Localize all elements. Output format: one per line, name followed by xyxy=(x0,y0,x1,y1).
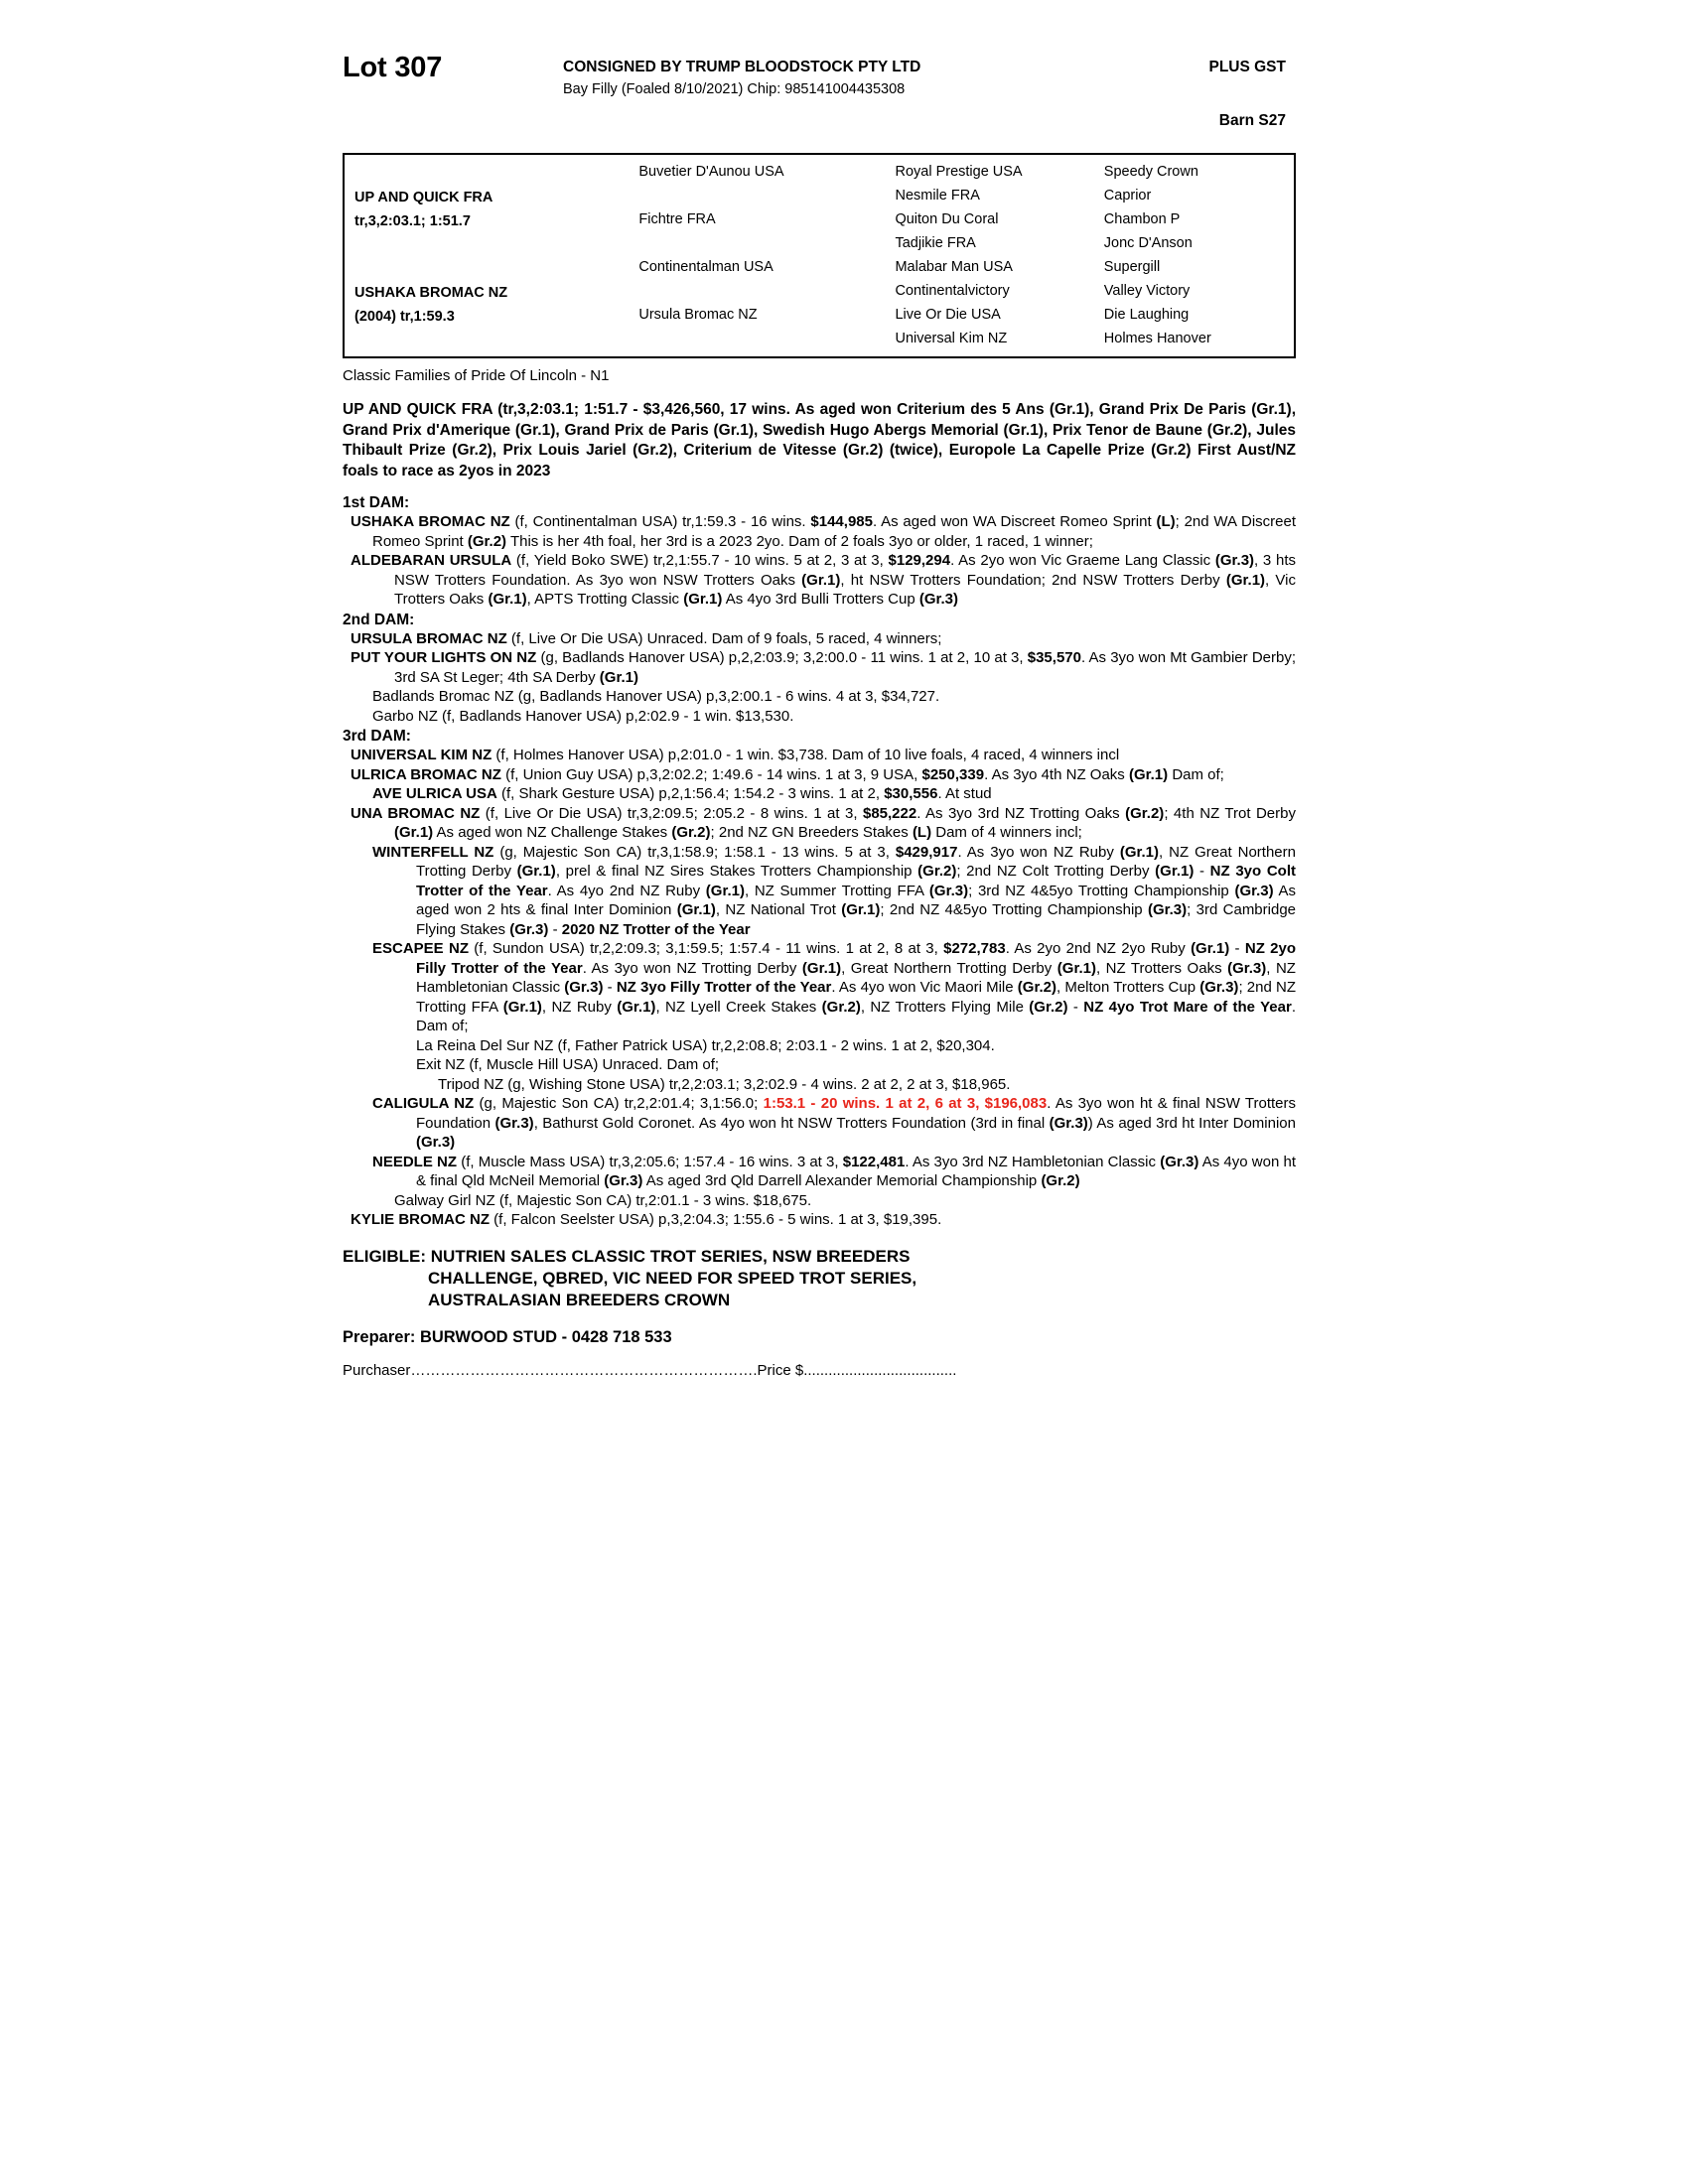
sire-name: UP AND QUICK FRA xyxy=(354,190,493,205)
pedigree-cell: Universal Kim NZ xyxy=(895,331,1008,346)
pedigree-table xyxy=(343,153,1296,358)
pedigree-cell: Quiton Du Coral xyxy=(895,211,999,227)
pedigree-cell: Ursula Bromac NZ xyxy=(638,307,758,323)
pedigree-cell: Chambon P xyxy=(1103,211,1181,227)
pedigree-cell: Holmes Hanover xyxy=(1103,331,1211,346)
pedigree-entry-winterfell: WINTERFELL NZ (g, Majestic Son CA) tr,3,1:58.9; 1:58.1 - 13 wins. 5 at 3, $429,917. As 3yo won NZ Ruby (Gr.1), NZ Great Northern Trotting Derby (Gr.1), prel & final NZ Sires Stakes Trotters Championship (Gr.2); 2nd NZ Colt Trotting Derby (Gr.1) - NZ 3yo Colt Trotter of the Year. As 4yo 2nd NZ Ruby (Gr.1), NZ Summer Trotting FFA (Gr.3); 3rd NZ 4&5yo Trotting Championship (Gr.3) As aged won 2 hts & final Inter Dominion (Gr.1), NZ National Trot (Gr.1); 2nd NZ 4&5yo Trotting Championship (Gr.3); 3rd Cambridge Flying Stakes (Gr.3) - 2020 NZ Trotter of the Year xyxy=(372,843,1297,938)
horse-description: Bay Filly (Foaled 8/10/2021) Chip: 985141004435308 xyxy=(563,81,906,97)
pedigree-cell: Tadjikie FRA xyxy=(895,235,976,251)
plus-gst-label: PLUS GST xyxy=(1208,59,1286,75)
purchaser-line: Purchaser…………………………………………………………….Price $..................................... xyxy=(343,1362,957,1380)
pedigree-cell: Valley Victory xyxy=(1103,283,1191,299)
page-header xyxy=(343,46,1296,153)
eligible-block xyxy=(343,1246,1296,1311)
pedigree-cell: Speedy Crown xyxy=(1103,164,1198,180)
pedigree-entry-garbo: Garbo NZ (f, Badlands Hanover USA) p,2:02.9 - 1 win. $13,530. xyxy=(372,707,794,725)
first-dam-heading: 1st DAM: xyxy=(343,494,410,512)
pedigree-entry-ave-ulrica: AVE ULRICA USA (f, Shark Gesture USA) p,2,1:56.4; 1:54.2 - 3 wins. 1 at 2, $30,556. At stud xyxy=(372,785,992,803)
pedigree-entry-universal-kim: UNIVERSAL KIM NZ (f, Holmes Hanover USA) p,2:01.0 - 1 win. $3,738. Dam of 10 live foals, 4 raced, 4 winners incl xyxy=(351,747,1120,764)
pedigree-entry-exit: Exit NZ (f, Muscle Hill USA) Unraced. Dam of; xyxy=(416,1056,720,1074)
pedigree-entry-put-your-lights-on: PUT YOUR LIGHTS ON NZ (g, Badlands Hanover USA) p,2,2:03.9; 3,2:00.0 - 11 wins. 1 at 2, 10 at 3, $35,570. As 3yo won Mt Gambier Derby; 3rd SA St Leger; 4th SA Derby (Gr.1) xyxy=(351,649,1296,686)
pedigree-col-fourth-gen xyxy=(1104,160,1294,350)
dam-name: USHAKA BROMAC NZ xyxy=(354,285,508,301)
eligible-line-1: ELIGIBLE: NUTRIEN SALES CLASSIC TROT SERIES, NSW BREEDERS xyxy=(343,1246,911,1266)
pedigree-entry-tripod: Tripod NZ (g, Wishing Stone USA) tr,2,2:03.1; 3,2:02.9 - 4 wins. 2 at 2, 2 at 3, $18,965. xyxy=(438,1075,1011,1093)
third-dam-heading: 3rd DAM: xyxy=(343,728,411,746)
pedigree-cell: Fichtre FRA xyxy=(638,211,716,227)
pedigree-entry-badlands-bromac: Badlands Bromac NZ (g, Badlands Hanover USA) p,3,2:00.1 - 6 wins. 4 at 3, $34,727. xyxy=(372,688,940,706)
pedigree-cell: Jonc D'Anson xyxy=(1103,235,1193,251)
lot-number: Lot 307 xyxy=(343,52,443,83)
second-dam-heading: 2nd DAM: xyxy=(343,611,415,628)
pedigree-entry-needle: NEEDLE NZ (f, Muscle Mass USA) tr,3,2:05.6; 1:57.4 - 16 wins. 3 at 3, $122,481. As 3yo 3rd NZ Hambletonian Classic (Gr.3) As 4yo won ht & final Qld McNeil Memorial (Gr.3) As aged 3rd Qld Darrell Alexander Memorial Championship (Gr.2) xyxy=(372,1153,1297,1190)
pedigree-entry-escapee: ESCAPEE NZ (f, Sundon USA) tr,2,2:09.3; 3,1:59.5; 1:57.4 - 11 wins. 1 at 2, 8 at 3, $272,783. As 2yo 2nd NZ 2yo Ruby (Gr.1) - NZ 2yo Filly Trotter of the Year. As 3yo won NZ Trotting Derby (Gr.1), Great Northern Trotting Derby (Gr.1), NZ Trotters Oaks (Gr.3), NZ Hambletonian Classic (Gr.3) - NZ 3yo Filly Trotter of the Year. As 4yo won Vic Maori Mile (Gr.2), Melton Trotters Cup (Gr.3); 2nd NZ Trotting FFA (Gr.1), NZ Ruby (Gr.1), NZ Lyell Creek Stakes (Gr.2), NZ Trotters Flying Mile (Gr.2) - NZ 4yo Trot Mare of the Year. Dam of; xyxy=(372,940,1297,1035)
pedigree-col-parents xyxy=(345,160,638,350)
eligible-line-3: AUSTRALASIAN BREEDERS CROWN xyxy=(428,1291,731,1310)
pedigree-entry-caligula xyxy=(343,1094,1296,1153)
caligula-text-pre: CALIGULA NZ (g, Majestic Son CA) tr,2,2:01.4; 3,1:56.0; xyxy=(372,1095,764,1113)
pedigree-cell: Malabar Man USA xyxy=(895,259,1013,275)
pedigree-cell: Live Or Die USA xyxy=(895,307,1001,323)
pedigree-col-grandparents xyxy=(638,160,895,350)
eligible-line-2: CHALLENGE, QBRED, VIC NEED FOR SPEED TROT SERIES, xyxy=(428,1269,917,1289)
pedigree-entry-ushaka: USHAKA BROMAC NZ (f, Continentalman USA) tr,1:59.3 - 16 wins. $144,985. As aged won WA Discreet Romeo Sprint (L); 2nd WA Discreet Romeo Sprint (Gr.2) This is her 4th foal, her 3rd is a 2023 2yo. Dam of 2 foals 3yo or older, 1 raced, 1 winner; xyxy=(351,513,1296,550)
consignor-name: CONSIGNED BY TRUMP BLOODSTOCK PTY LTD xyxy=(563,59,921,75)
sire-record: tr,3,2:03.1; 1:51.7 xyxy=(354,213,471,229)
pedigree-cell: Royal Prestige USA xyxy=(895,164,1023,180)
dam-record: (2004) tr,1:59.3 xyxy=(354,309,455,325)
pedigree-cell: Supergill xyxy=(1103,259,1161,275)
pedigree-entry-una-bromac: UNA BROMAC NZ (f, Live Or Die USA) tr,3,2:09.5; 2:05.2 - 8 wins. 1 at 3, $85,222. As 3yo 3rd NZ Trotting Oaks (Gr.2); 4th NZ Trot Derby (Gr.1) As aged won NZ Challenge Stakes (Gr.2); 2nd NZ GN Breeders Stakes (L) Dam of 4 winners incl; xyxy=(351,804,1296,842)
pedigree-cell: Buvetier D'Aunou USA xyxy=(638,164,784,180)
caligula-text-post: . As 3yo won ht & final NSW Trotters Foundation (Gr.3), Bathurst Gold Coronet. As 4yo won ht NSW Trotters Foundation (3rd in final (Gr.3)) As aged 3rd ht Inter Dominion (Gr.3) xyxy=(416,1095,1296,1152)
pedigree-entry-ulrica-bromac: ULRICA BROMAC NZ (f, Union Guy USA) p,3,2:02.2; 1:49.6 - 14 wins. 1 at 3, 9 USA, $250,339. As 3yo 4th NZ Oaks (Gr.1) Dam of; xyxy=(351,765,1224,783)
pedigree-entry-ursula: URSULA BROMAC NZ (f, Live Or Die USA) Unraced. Dam of 9 foals, 5 raced, 4 winners; xyxy=(351,629,942,647)
pedigree-entry-kylie-bromac: KYLIE BROMAC NZ (f, Falcon Seelster USA) p,3,2:04.3; 1:55.6 - 5 wins. 1 at 3, $19,395. xyxy=(351,1211,942,1229)
pedigree-entry-galway-girl: Galway Girl NZ (f, Majestic Son CA) tr,2:01.1 - 3 wins. $18,675. xyxy=(394,1191,812,1209)
caligula-highlight: 1:53.1 - 20 wins. 1 at 2, 6 at 3, $196,083 xyxy=(763,1095,1048,1113)
pedigree-cell: Caprior xyxy=(1103,188,1152,204)
pedigree-cell: Nesmile FRA xyxy=(895,188,980,204)
pedigree-entry-la-reina-del-sur: La Reina Del Sur NZ (f, Father Patrick USA) tr,2,2:08.8; 2:03.1 - 2 wins. 1 at 2, $20,304. xyxy=(416,1036,995,1054)
pedigree-cell: Continentalvictory xyxy=(895,283,1010,299)
preparer-line: Preparer: BURWOOD STUD - 0428 718 533 xyxy=(343,1328,672,1347)
pedigree-col-great-grandparents xyxy=(895,160,1103,350)
pedigree-cell: Die Laughing xyxy=(1103,307,1190,323)
pedigree-entry-aldebaran: ALDEBARAN URSULA (f, Yield Boko SWE) tr,2,1:55.7 - 10 wins. 5 at 2, 3 at 3, $129,294. As 2yo won Vic Graeme Lang Classic (Gr.3), 3 hts NSW Trotters Foundation. As 3yo won NSW Trotters Oaks (Gr.1), ht NSW Trotters Foundation; 2nd NSW Trotters Derby (Gr.1), Vic Trotters Oaks (Gr.1), APTS Trotting Classic (Gr.1) As 4yo 3rd Bulli Trotters Cup (Gr.3) xyxy=(351,552,1297,609)
page-inner xyxy=(343,46,1296,1379)
barn-label: Barn S27 xyxy=(1218,112,1286,129)
sire-paragraph: UP AND QUICK FRA (tr,3,2:03.1; 1:51.7 - $3,426,560, 17 wins. As aged won Criterium des 5 Ans (Gr.1), Grand Prix De Paris (Gr.1), Grand Prix d'Amerique (Gr.1), Grand Prix de Paris (Gr.1), Swedish Hugo Abergs Memorial (Gr.1), Prix Tenor de Baune (Gr.2), Jules Thibault Prize (Gr.2), Prix Louis Jariel (Gr.2), Criterium de Vitesse (Gr.2) (twice), Europole La Capelle Prize (Gr.2) First Aust/NZ foals to race as 2yos in 2023 xyxy=(343,401,1296,479)
classic-families: Classic Families of Pride Of Lincoln - N1 xyxy=(343,367,610,384)
pedigree-cell: Continentalman USA xyxy=(638,259,774,275)
